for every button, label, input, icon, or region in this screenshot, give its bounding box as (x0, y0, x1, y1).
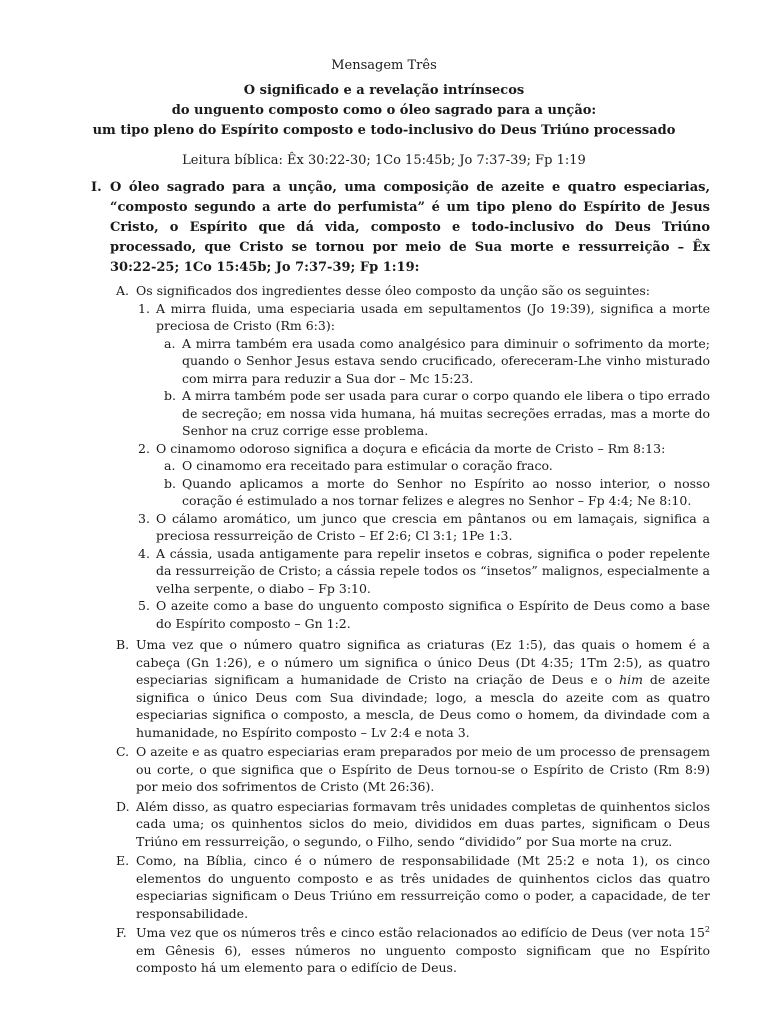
subsubpoint-number: b. (164, 388, 176, 403)
subsubpoint-text: Quando aplicamos a morte do Senhor no Espírito ao nosso interior, o nosso coração é estimulado a nos tornar felizes e alegres no Senhor – Fp 4:4; Ne 8:10. (182, 475, 710, 508)
point-number: B. (116, 637, 130, 652)
subpoint-text: O cinamomo odoroso significa a doçura e eficácia da morte de Cristo – Rm 8:13: (156, 440, 666, 456)
subpoint-number: 3. (138, 510, 150, 526)
subpoint-text: O cálamo aromático, um junco que crescia em pântanos ou em lamaçais, significa a preciosa ressurreição de Cristo – Ef 2:6; Cl 3:1; 1Pe 1:3. (156, 510, 710, 543)
point-F (116, 924, 710, 977)
subpoint-number: 4. (138, 545, 150, 561)
subpoint-A4 (138, 545, 710, 598)
point-text: Como, na Bíblia, cinco é o número de responsabilidade (Mt 25:2 e nota 1), os cinco elementos do unguento composto e as três unidades de quinhentos ciclos das quatro especiarias significam o Deus Triúno em ressurreição como o poder, a capacidade, de ter responsabilidade. (136, 853, 710, 921)
subpoint-number: 2. (138, 440, 150, 456)
title-line-2: do unguento composto como o óleo sagrado para a unção: (171, 103, 597, 118)
point-number: F. (116, 925, 127, 940)
subsubpoint-number: a. (164, 458, 176, 473)
subpoint-A1 (138, 300, 710, 335)
message-label: Mensagem Três (331, 58, 437, 73)
section-text: O óleo sagrado para a unção, uma composição de azeite e quatro especiarias, “composto segundo a arte do perfumista” é um tipo pleno do Espírito de Jesus Cristo, o Espírito que dá vida, composto e todo-inclusivo do Deus Triúno processado, que Cristo se tornou por meio de Sua morte e ressurreição – Êx 30:22-25; 1Co 15:45b; Jo 7:37-39; Fp 1:19: (110, 180, 710, 275)
point-C (116, 743, 710, 796)
subpoint-text: O azeite como a base do unguento composto significa o Espírito de Deus como a base do Espírito composto – Gn 1:2. (156, 598, 710, 631)
point-text: O azeite e as quatro especiarias eram preparados por meio de um processo de prensagem ou corte, o que significa que o Espírito de Deus tornou-se o Espírito de Cristo (Rm 8:9) por meio dos sofrimentos de Cristo (Mt 26:36). (136, 744, 710, 794)
note-superscript: 2 (704, 924, 710, 934)
point-number: C. (116, 744, 130, 759)
point-text-pre: Uma vez que o número quatro significa as criaturas (Ez 1:5), das quais o homem é a cabeça (Gn 1:26), e o número um significa o único Deus (Dt 4:35; 1Tm 2:5), as quatro especiarias significam a humanidade de Cristo na criação de Deus e o (136, 637, 710, 687)
subsubpoint-A2b (164, 475, 710, 510)
point-number: E. (116, 853, 130, 868)
subsubpoint-A1b (164, 387, 710, 440)
subpoint-A3 (138, 510, 710, 545)
subsubpoint-number: a. (164, 335, 176, 351)
point-text-pre: Uma vez que os números três e cinco estão relacionados ao edifício de Deus (ver nota 15 (136, 925, 705, 940)
bible-reading: Leitura bíblica: Êx 30:22-30; 1Co 15:45b; Jo 7:37-39; Fp 1:19 (182, 153, 586, 168)
subsubpoint-number: b. (164, 475, 176, 491)
subsubpoint-A2a (164, 457, 710, 475)
subpoint-text: A cássia, usada antigamente para repelir insetos e cobras, significa o poder repelente da ressurreição de Cristo; a cássia repele todos os “insetos” malignos, especialmente a velha serpente, o diabo – Fp 3:10. (156, 545, 710, 596)
point-number: A. (116, 283, 130, 298)
title-line-3: um tipo pleno do Espírito composto e todo-inclusivo do Deus Triúno processado (92, 123, 676, 138)
section-number: I. (91, 180, 102, 195)
subpoint-number: 5. (138, 598, 150, 613)
point-E (116, 852, 710, 922)
point-D (116, 798, 710, 851)
section-I (91, 178, 710, 278)
point-text: Além disso, as quatro especiarias formavam três unidades completas de quinhentos siclos cada uma; os quinhentos siclos do meio, divididos em duas partes, significam o Deus Triúno em ressurreição, o segundo, o Filho, sendo “dividido” por Sua morte na cruz. (136, 798, 710, 849)
point-text-post: em Gênesis 6), esses números no unguento composto significam que no Espírito composto há um elemento para o edifício de Deus. (136, 942, 710, 975)
point-text: Os significados dos ingredientes desse óleo composto da unção são os seguintes: (136, 283, 650, 298)
point-A (116, 282, 710, 300)
subpoint-A5 (138, 597, 710, 632)
subpoint-number: 1. (138, 300, 150, 316)
subsubpoint-text: A mirra também pode ser usada para curar o corpo quando ele libera o tipo errado de secreção; em nossa vida humana, há muitas secreções erradas, mas a morte do Senhor na cruz corrige esse problema. (182, 388, 710, 438)
subpoint-text: A mirra fluida, uma especiaria usada em sepultamentos (Jo 19:39), significa a morte preciosa de Cristo (Rm 6:3): (156, 300, 710, 333)
point-text-post: de azeite significa o único Deus com Sua divindade; logo, a mescla do azeite com as quatro especiarias significa o composto, a mescla, de Deus como o homem, da divindade com a humanidade, no Espírito composto – Lv 2:4 e nota 3. (136, 672, 710, 740)
subpoint-A2 (138, 440, 710, 458)
point-text-em: him (619, 672, 643, 687)
subsubpoint-text: A mirra também era usada como analgésico para diminuir o sofrimento da morte; quando o Senhor Jesus estava sendo crucificado, ofereceram-Lhe vinho misturado com mirra para reduzir a Sua dor – Mc 15:23. (182, 335, 710, 386)
subsubpoint-A1a (164, 335, 710, 388)
title-line-1: O significado e a revelação intrínsecos (243, 83, 525, 98)
subsubpoint-text: O cinamomo era receitado para estimular o coração fraco. (182, 458, 553, 473)
point-B (116, 636, 710, 741)
point-number: D. (116, 798, 130, 814)
